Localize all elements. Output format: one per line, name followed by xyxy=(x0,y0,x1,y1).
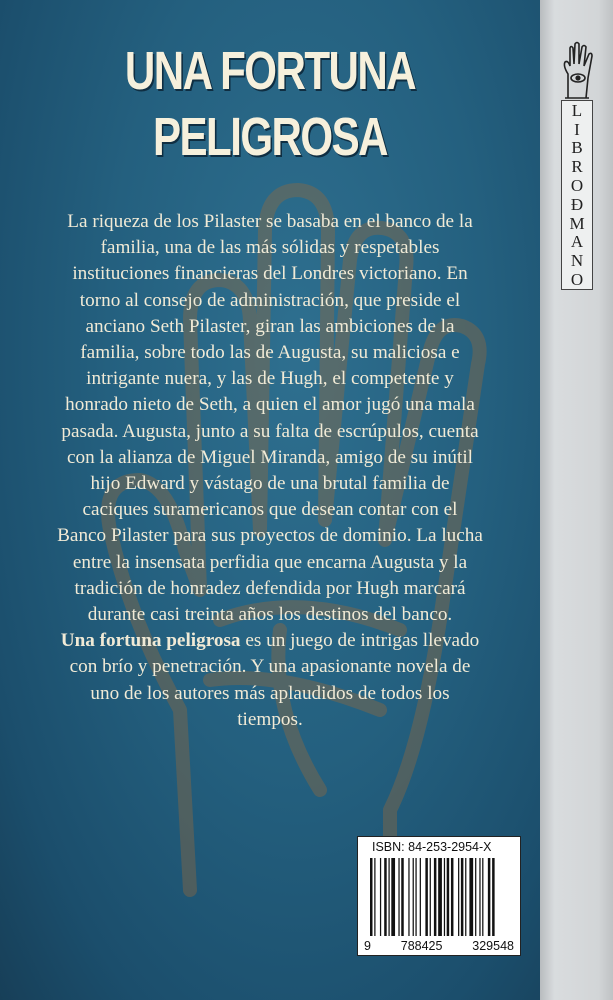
barcode-bar xyxy=(430,858,431,936)
barcode-bar xyxy=(408,858,409,936)
barcode-bar xyxy=(398,858,399,936)
barcode-bar xyxy=(451,858,454,936)
barcode-bar xyxy=(388,858,389,936)
ean-group-2: 329548 xyxy=(472,939,514,953)
barcode-bar xyxy=(384,858,387,936)
barcode-bar xyxy=(461,858,464,936)
publisher-label-libro-de-mano xyxy=(561,100,593,290)
barcode-bar xyxy=(401,858,404,936)
barcode-bar xyxy=(380,858,381,936)
barcode-bar xyxy=(447,858,450,936)
barcode-bar xyxy=(458,858,459,936)
spine-letter: L xyxy=(571,100,583,120)
barcode-bar xyxy=(475,858,476,936)
barcode-bar xyxy=(415,858,416,936)
ean-number xyxy=(360,939,518,953)
barcode-bar xyxy=(479,858,480,936)
barcode-bar xyxy=(391,858,395,936)
barcode-bar xyxy=(438,858,442,936)
ean-group-1: 788425 xyxy=(400,939,443,953)
barcode-bar xyxy=(434,858,437,936)
synopsis-paragraph-2 xyxy=(56,628,484,733)
spine-letter: M xyxy=(569,213,585,233)
spine-letter: A xyxy=(570,232,584,252)
barcode-box xyxy=(357,836,521,956)
barcode-icon xyxy=(370,858,514,936)
spine-letter: I xyxy=(574,119,580,139)
spine-letter: Đ xyxy=(570,194,584,214)
synopsis-title-bold: Una fortuna peligrosa xyxy=(60,630,241,652)
barcode-bar xyxy=(370,858,373,936)
hand-with-eye-icon xyxy=(559,40,595,100)
book-title-line-1: UNA FORTUNA xyxy=(124,41,416,101)
barcode-bar xyxy=(492,858,495,936)
synopsis-paragraph-2-text: es un juego de intrigas llevado con brío y penetración. Y una apasionante novela de uno de los autores más aplaudidos de todos los tiempos. xyxy=(69,630,480,730)
isbn-label: ISBN: 84-253-2954-X xyxy=(372,840,492,854)
spine-letter: B xyxy=(571,138,583,158)
barcode-bar xyxy=(465,858,466,936)
ean-first-digit: 9 xyxy=(364,939,371,953)
barcode-bar xyxy=(374,858,375,936)
barcode-bar xyxy=(488,858,491,936)
barcode-bar xyxy=(444,858,445,936)
barcode-bar xyxy=(413,858,414,936)
barcode-bar xyxy=(425,858,428,936)
barcode-bar xyxy=(469,858,473,936)
synopsis-paragraph-1: La riqueza de los Pilaster se basaba en el banco de la familia, una de las más sólidas y respetables instituciones financieras del Londres victoriano. En torno al consejo de administración, que preside el anciano Seth Pilaster, giran las ambiciones de la familia, sobre todo las de Augusta, su maliciosa e intrigante nuera, y las de Hugh, el competente y honrado nieto de Seth, a quien el amor jugó una mala pasada. Augusta, junto a su falta de escrúpulos, cuenta con la alianza de Miguel Miranda, amigo de su inútil hijo Edward y vástago de una brutal familia de caciques suramericanos que desean contar con el Banco Pilaster para sus proyectos de dominio. La lucha entre la insensata perfidia que encarna Augusta y la tradición de honradez defendida por Hugh marcará durante casi treinta años los destinos del banco. xyxy=(57,211,483,626)
spine-letter: O xyxy=(570,176,584,196)
book-title-line-2: PELIGROSA xyxy=(152,107,388,167)
barcode-bar xyxy=(482,858,483,936)
spine-letter: R xyxy=(571,157,583,177)
spine-letter: N xyxy=(570,251,584,271)
synopsis xyxy=(56,209,484,733)
barcode-bar xyxy=(420,858,421,936)
spine-letter: O xyxy=(570,270,584,290)
